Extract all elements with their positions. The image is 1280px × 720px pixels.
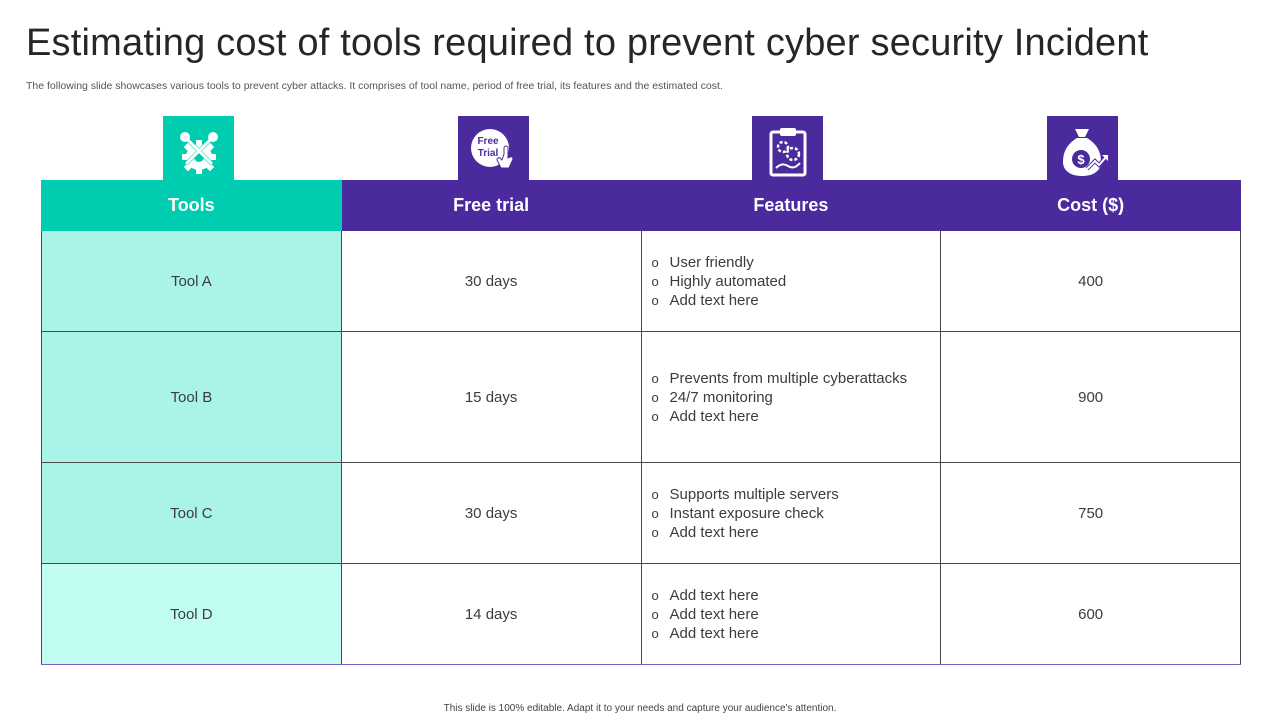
slide-subtitle: The following slide showcases various tools to prevent cyber attacks. It comprises of tool name, period of free trial, its features and the estimated cost. — [26, 80, 723, 92]
cost-value: 600 — [941, 564, 1241, 665]
feature-text: Prevents from multiple cyberattacks — [669, 369, 908, 387]
bullet: o — [651, 505, 659, 521]
feature-item — [652, 485, 941, 504]
feature-text: Add text here — [669, 407, 759, 425]
feature-text: Add text here — [669, 605, 759, 623]
feature-item — [652, 253, 941, 272]
bullet: o — [651, 408, 659, 424]
feature-text: Instant exposure check — [669, 504, 824, 522]
feature-item — [652, 369, 941, 388]
feature-text: Supports multiple servers — [669, 485, 839, 503]
free-trial-icon-text-1: Free — [476, 135, 499, 147]
header-free-trial: Free trial — [341, 181, 641, 231]
cost-value: 400 — [941, 231, 1241, 332]
tools-gear-icon — [162, 115, 235, 188]
bullet: o — [651, 587, 659, 603]
free-trial-value: 30 days — [341, 463, 641, 564]
tool-name: Tool A — [42, 231, 342, 332]
slide-title: Estimating cost of tools required to prevent cyber security Incident — [26, 22, 1149, 64]
feature-text: 24/7 monitoring — [669, 388, 773, 406]
bullet: o — [651, 606, 659, 622]
table-row — [42, 463, 1241, 564]
footer-note: This slide is 100% editable. Adapt it to your needs and capture your audience's attention. — [443, 703, 837, 714]
bullet: o — [651, 524, 659, 540]
feature-item — [652, 523, 941, 542]
feature-text: Highly automated — [669, 272, 787, 290]
svg-text:$: $ — [1076, 151, 1085, 167]
features-cell — [641, 564, 941, 665]
feature-item — [652, 388, 941, 407]
feature-item — [652, 624, 941, 643]
feature-item — [652, 272, 941, 291]
header-features: Features — [641, 181, 941, 231]
bullet: o — [651, 254, 659, 270]
cost-value: 900 — [941, 332, 1241, 463]
features-cell — [641, 231, 941, 332]
feature-item — [652, 605, 941, 624]
table-row — [42, 231, 1241, 332]
bullet: o — [651, 370, 659, 386]
features-cell — [641, 332, 941, 463]
feature-item — [652, 586, 941, 605]
header-tools: Tools — [42, 181, 342, 231]
tools-cost-table — [41, 180, 1241, 665]
free-trial-icon-text-2: Trial — [477, 147, 498, 159]
tool-name: Tool C — [42, 463, 342, 564]
bullet: o — [651, 486, 659, 502]
free-trial-value: 30 days — [341, 231, 641, 332]
cost-value: 750 — [941, 463, 1241, 564]
bullet: o — [651, 625, 659, 641]
feature-item — [652, 504, 941, 523]
free-trial-icon — [457, 115, 530, 188]
table-header-row — [42, 181, 1241, 231]
feature-item — [652, 291, 941, 310]
bullet: o — [651, 292, 659, 308]
features-cell — [641, 463, 941, 564]
feature-text: User friendly — [669, 253, 754, 271]
header-cost: Cost ($) — [941, 181, 1241, 231]
feature-text: Add text here — [669, 291, 759, 309]
feature-item — [652, 407, 941, 426]
tool-name: Tool D — [42, 564, 342, 665]
feature-text: Add text here — [669, 523, 759, 541]
free-trial-value: 15 days — [341, 332, 641, 463]
table-row — [42, 564, 1241, 665]
money-bag-icon — [1046, 115, 1119, 188]
table-row — [42, 332, 1241, 463]
feature-text: Add text here — [669, 624, 759, 642]
bullet: o — [651, 273, 659, 289]
feature-text: Add text here — [669, 586, 759, 604]
free-trial-value: 14 days — [341, 564, 641, 665]
tool-name: Tool B — [42, 332, 342, 463]
features-clipboard-icon — [751, 115, 824, 188]
bullet: o — [651, 389, 659, 405]
